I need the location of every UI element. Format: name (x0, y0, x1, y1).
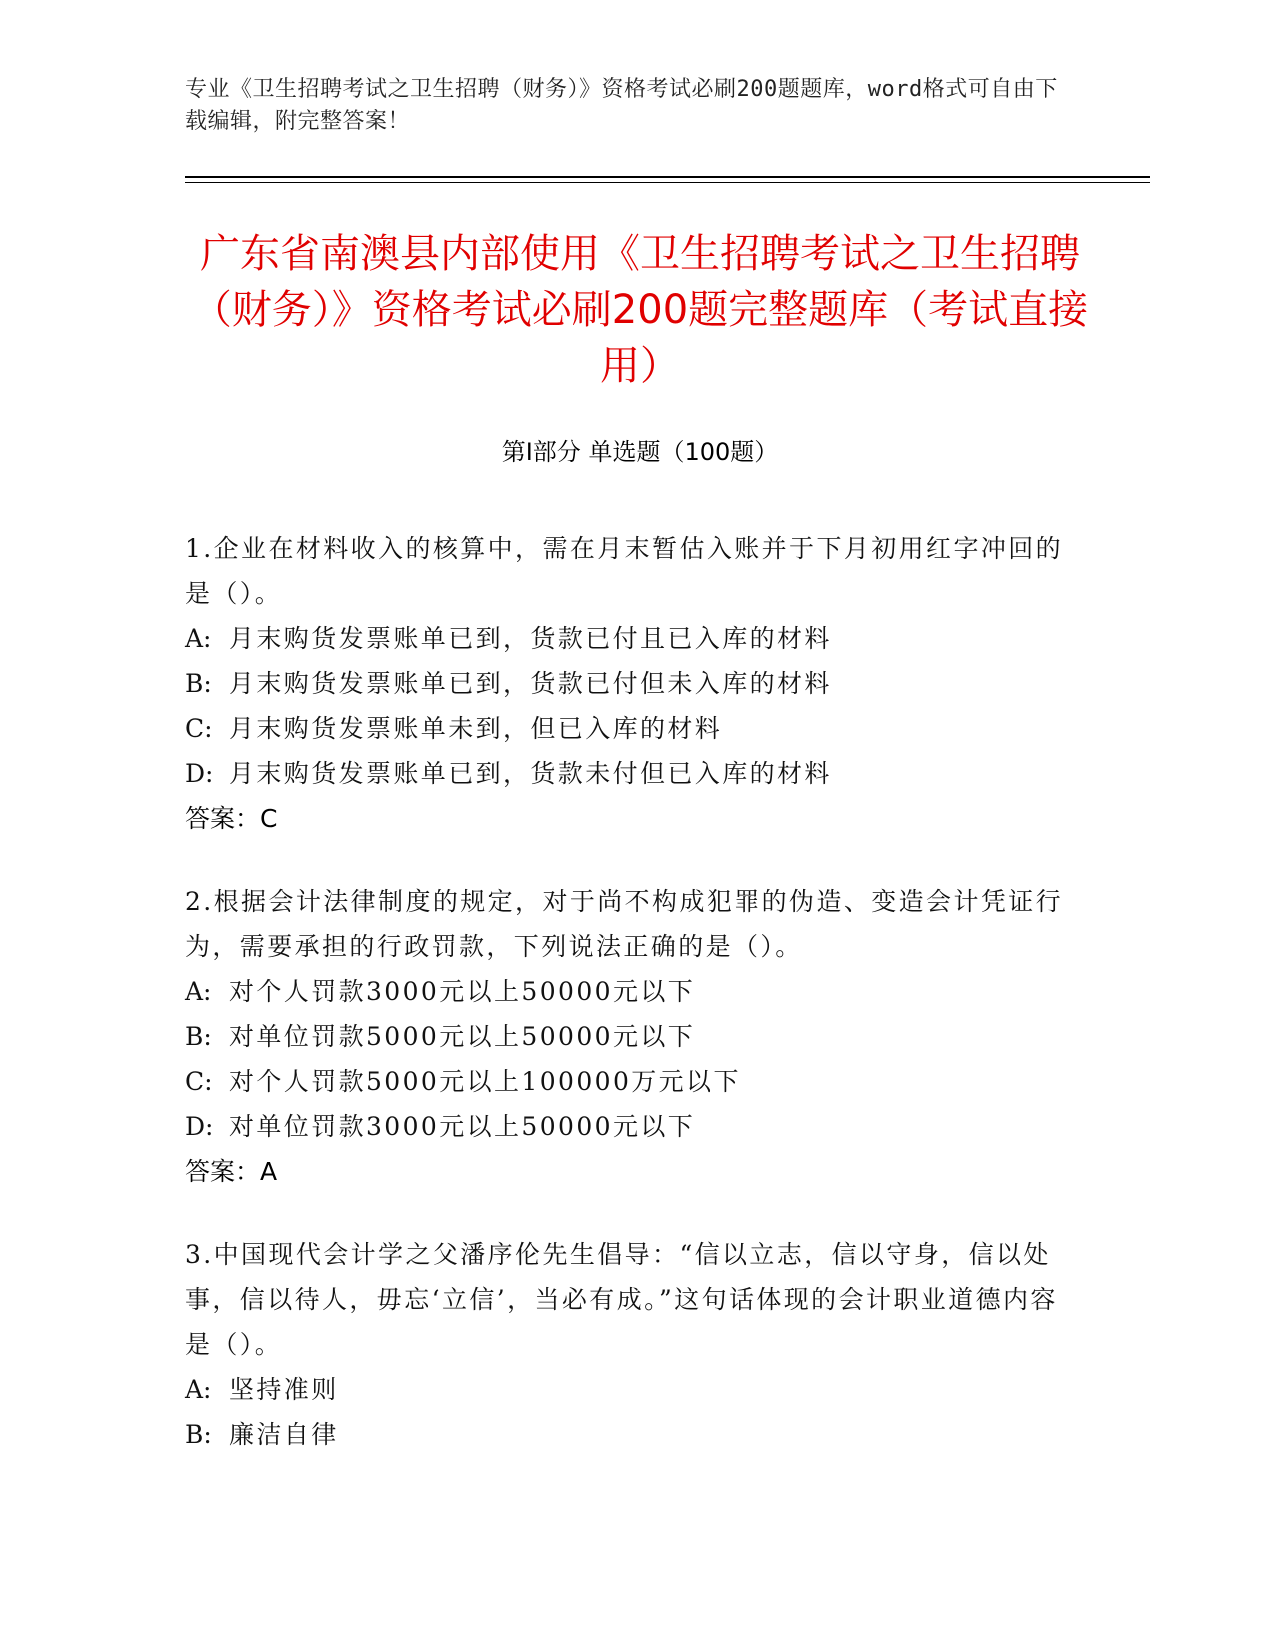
option-text: 坚持准则 (229, 1375, 339, 1404)
option-a (185, 969, 1065, 1014)
option-c (185, 1059, 1065, 1104)
option-c (185, 706, 1065, 751)
answer-line: 答案：C (185, 804, 278, 833)
option-letter: B: (185, 669, 212, 698)
option-a (185, 616, 1065, 661)
question-list (185, 526, 1065, 1495)
option-letter: A: (185, 624, 212, 653)
header-note: 专业《卫生招聘考试之卫生招聘（财务）》资格考试必刷200题题库，word格式可自由下载编辑，附完整答案！ (185, 77, 1058, 134)
option-text: 月末购货发票账单已到，货款已付但未入库的材料 (229, 669, 832, 698)
option-text: 对单位罚款5000元以上50000元以下 (229, 1022, 696, 1051)
option-text: 对个人罚款3000元以上50000元以下 (229, 977, 696, 1006)
option-letter: B: (185, 1022, 212, 1051)
option-text: 廉洁自律 (229, 1420, 339, 1449)
header-divider-thin (185, 182, 1150, 183)
question-stem: 3.中国现代会计学之父潘序伦先生倡导：“信以立志，信以守身，信以处事，信以待人，毋忘‘立信’，当必有成。”这句话体现的会计职业道德内容是（）。 (185, 1240, 1058, 1359)
option-text: 月末购货发票账单未到，但已入库的材料 (229, 714, 723, 743)
option-text: 月末购货发票账单已到，货款已付且已入库的材料 (229, 624, 832, 653)
header-divider-thick (185, 176, 1150, 178)
option-text: 对个人罚款5000元以上100000万元以下 (229, 1067, 741, 1096)
question-stem: 2.根据会计法律制度的规定，对于尚不构成犯罪的伪造、变造会计凭证行为，需要承担的行政罚款，下列说法正确的是（）。 (185, 887, 1064, 961)
question-2 (185, 879, 1065, 1194)
option-text: 对单位罚款3000元以上50000元以下 (229, 1112, 696, 1141)
option-b (185, 1412, 1065, 1457)
option-text: 月末购货发票账单已到，货款未付但已入库的材料 (229, 759, 832, 788)
option-d (185, 1104, 1065, 1149)
option-letter: A: (185, 1375, 212, 1404)
option-b (185, 1014, 1065, 1059)
document-title: 广东省南澳县内部使用《卫生招聘考试之卫生招聘（财务）》资格考试必刷200题完整题库（考试直接用） (191, 231, 1089, 389)
answer-line: 答案：A (185, 1157, 278, 1186)
option-a (185, 1367, 1065, 1412)
section-heading: 第Ⅰ部分 单选题（100题） (501, 438, 779, 466)
option-letter: C: (185, 714, 213, 743)
option-letter: A: (185, 977, 212, 1006)
option-letter: D: (185, 1112, 214, 1141)
question-1 (185, 526, 1065, 841)
option-b (185, 661, 1065, 706)
question-stem: 1.企业在材料收入的核算中，需在月末暂估入账并于下月初用红字冲回的是（）。 (185, 534, 1064, 608)
option-letter: C: (185, 1067, 213, 1096)
option-letter: B: (185, 1420, 212, 1449)
option-d (185, 751, 1065, 796)
question-3 (185, 1232, 1065, 1457)
option-letter: D: (185, 759, 214, 788)
